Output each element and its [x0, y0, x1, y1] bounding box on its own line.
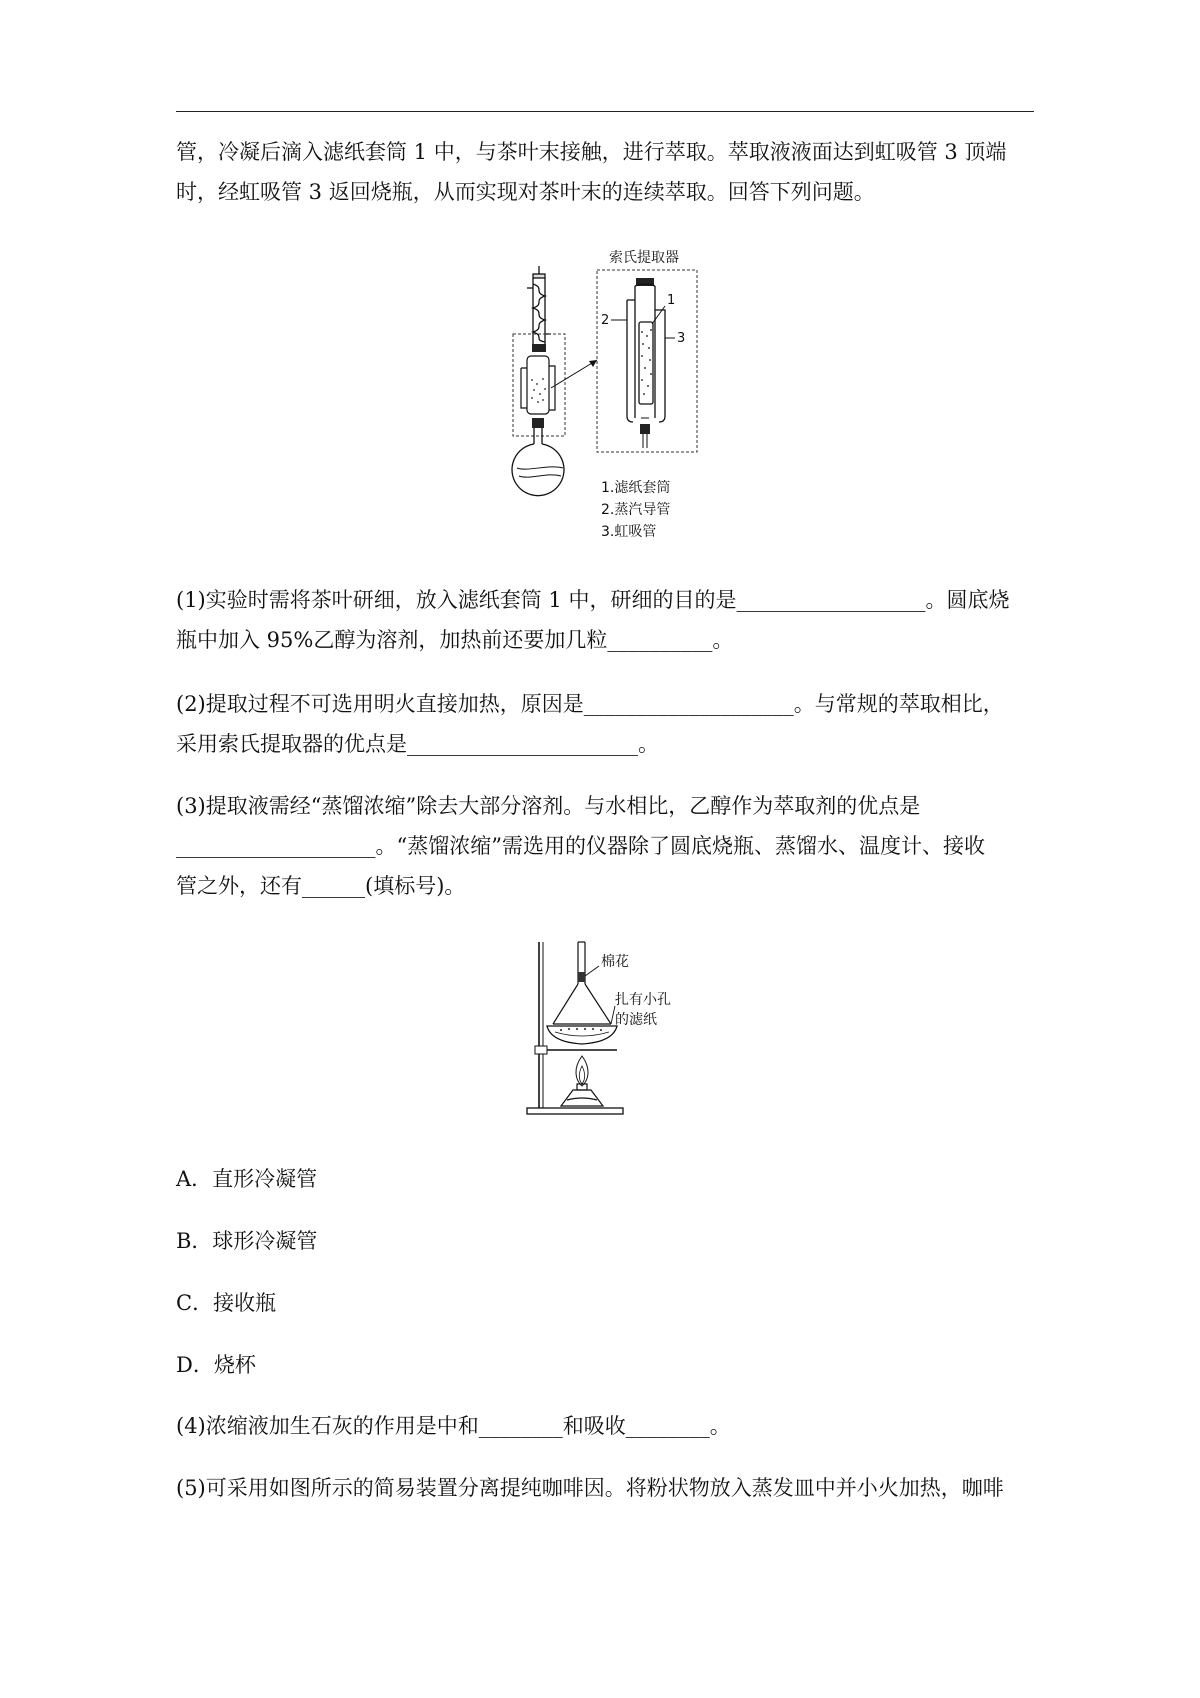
- label-num-2: 2: [601, 313, 610, 328]
- pointer-arrow: [551, 360, 597, 388]
- q5-line-1: (5)可采用如图所示的简易装置分离提纯咖啡因。将粉状物放入蒸发皿中并小火加热，咖啡: [176, 1476, 1004, 1500]
- q3-line-2: ___________________。“蒸馏浓缩”需选用的仪器除了圆底烧瓶、蒸馏水、温度计、接收: [176, 834, 985, 858]
- right-bottom-stopper: [640, 424, 650, 434]
- left-stopper: [532, 418, 544, 428]
- figure1-title: 索氏提取器: [609, 250, 679, 266]
- option-a: A．直形冷凝管: [176, 1167, 318, 1191]
- evaporating-dish: [547, 1026, 617, 1044]
- round-bottom-flask: [512, 428, 564, 496]
- leader-1: [652, 306, 665, 324]
- option-c: C．接收瓶: [176, 1291, 277, 1315]
- intro-line-1: 管，冷凝后滴入滤纸套筒 1 中，与茶叶末接触，进行萃取。萃取液液面达到虹吸管 3 顶端: [176, 140, 1007, 164]
- intro-paragraph: [176, 132, 1034, 212]
- right-tea-dots: [641, 329, 652, 395]
- q4-line-1: (4)浓缩液加生石灰的作用是中和________和吸收________。: [176, 1414, 731, 1438]
- left-tea-dots: [531, 378, 546, 403]
- label-cotton: 棉花: [601, 954, 629, 970]
- clamp: [535, 1046, 547, 1054]
- header-rule: [176, 111, 1034, 112]
- label-num-1: 1: [667, 293, 676, 308]
- arrow-head: [589, 360, 597, 367]
- q3-line-1: (3)提取液需经“蒸馏浓缩”除去大部分溶剂。与水相比，乙醇作为萃取剂的优点是: [176, 794, 921, 818]
- legend-1: 1.滤纸套筒: [601, 480, 671, 496]
- right-extractor-body: [627, 284, 665, 422]
- option-b: B．球形冷凝管: [176, 1229, 318, 1253]
- condenser: [527, 266, 551, 344]
- q2-line-2: 采用索氏提取器的优点是______________________。: [176, 732, 659, 756]
- left-extractor-body: [521, 356, 555, 414]
- question-4: [176, 1406, 1034, 1446]
- stand-base: [527, 1108, 623, 1114]
- question-3: [176, 786, 1034, 906]
- q2-line-1: (2)提取过程不可选用明火直接加热，原因是____________________。与常规的萃取相比，: [176, 692, 1004, 716]
- condenser-stopper: [532, 344, 546, 352]
- legend-3: 3.虹吸管: [601, 524, 657, 540]
- alcohol-lamp: [561, 1084, 603, 1106]
- intro-line-2: 时，经虹吸管 3 返回烧瓶，从而实现对茶叶末的连续萃取。回答下列问题。: [176, 180, 875, 204]
- q3-line-3: 管之外，还有______(填标号)。: [176, 874, 466, 898]
- label-filter-paper-2: 的滤纸: [615, 1012, 657, 1028]
- question-2: [176, 684, 1034, 764]
- q1-line-2: 瓶中加入 95%乙醇为溶剂，加热前还要加几粒__________。: [176, 628, 734, 652]
- question-1: [176, 580, 1034, 660]
- legend-2: 2.蒸汽导管: [601, 502, 671, 518]
- cotton-plug: [578, 972, 585, 982]
- soxhlet-extractor-figure: [505, 248, 705, 554]
- question-5: [176, 1468, 1034, 1508]
- sublimation-apparatus-figure: [523, 938, 708, 1118]
- label-num-3: 3: [677, 331, 686, 346]
- label-filter-paper-1: 扎有小孔: [615, 992, 671, 1008]
- option-d: D．烧杯: [176, 1353, 256, 1377]
- flame: [576, 1056, 588, 1086]
- q1-line-1: (1)实验时需将茶叶研细，放入滤纸套筒 1 中，研细的目的是__________________。圆底烧: [176, 588, 1010, 612]
